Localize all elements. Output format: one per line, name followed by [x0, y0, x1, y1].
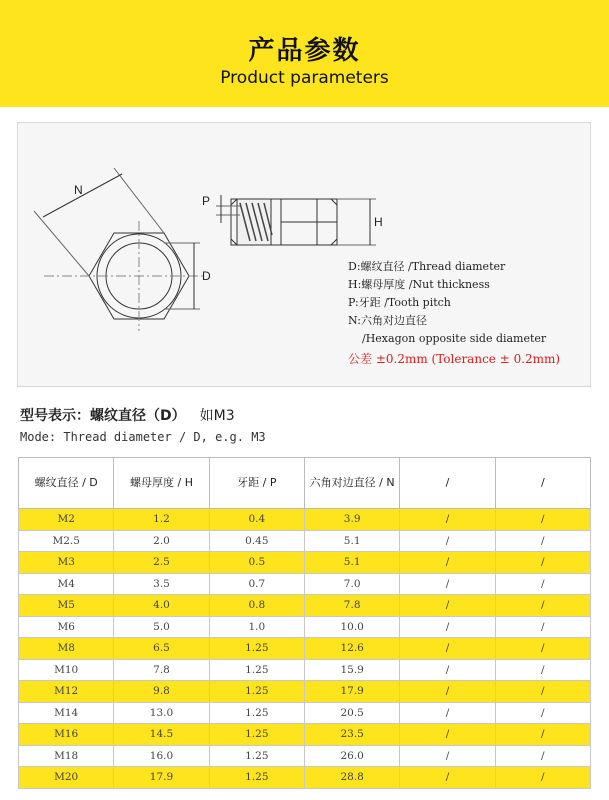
table-cell: / [400, 552, 495, 574]
table-cell: / [400, 745, 495, 767]
table-cell: 13.0 [114, 702, 209, 724]
table-row [19, 530, 591, 552]
model-cn-example: 如M3 [199, 408, 235, 424]
table-row [19, 681, 591, 703]
table-cell: 5.1 [304, 552, 399, 574]
table-row [19, 638, 591, 660]
table-cell: / [400, 530, 495, 552]
table-cell: M16 [19, 724, 114, 746]
table-cell: 23.5 [304, 724, 399, 746]
header-nut-thickness: 螺母厚度 / H [114, 458, 209, 509]
table-cell: / [495, 530, 590, 552]
table-cell: 1.25 [209, 659, 304, 681]
page-subtitle: Product parameters [220, 68, 389, 88]
table-row [19, 616, 591, 638]
h-label: H [374, 215, 383, 229]
table-row [19, 595, 591, 617]
table-cell: / [495, 724, 590, 746]
table-cell: 1.2 [114, 509, 209, 531]
table-cell: M3 [19, 552, 114, 574]
header-empty-2: / [495, 458, 590, 509]
header-empty-1: / [400, 458, 495, 509]
table-cell: 1.25 [209, 745, 304, 767]
table-cell: 12.6 [304, 638, 399, 660]
table-cell: 26.0 [304, 745, 399, 767]
table-cell: 10.0 [304, 616, 399, 638]
table-cell: / [495, 595, 590, 617]
n-label: N [74, 183, 83, 197]
table-row [19, 702, 591, 724]
table-row [19, 724, 591, 746]
table-cell: / [495, 638, 590, 660]
table-cell: 5.0 [114, 616, 209, 638]
table-cell: M8 [19, 638, 114, 660]
table-cell: M18 [19, 745, 114, 767]
table-cell: 4.0 [114, 595, 209, 617]
table-cell: 14.5 [114, 724, 209, 746]
table-cell: / [495, 745, 590, 767]
table-row [19, 573, 591, 595]
table-cell: / [400, 509, 495, 531]
table-cell: 0.4 [209, 509, 304, 531]
table-cell: / [400, 616, 495, 638]
table-cell: 1.25 [209, 767, 304, 789]
table-cell: 6.5 [114, 638, 209, 660]
model-cn-label: 型号表示：螺纹直径（D） [20, 408, 186, 424]
table-cell: 0.8 [209, 595, 304, 617]
diagram-legend [348, 258, 560, 368]
table-cell: 3.5 [114, 573, 209, 595]
table-row [19, 552, 591, 574]
table-cell: 17.9 [114, 767, 209, 789]
table-cell: 28.8 [304, 767, 399, 789]
table-cell: 0.5 [209, 552, 304, 574]
table-cell: / [495, 552, 590, 574]
table-cell: 1.25 [209, 681, 304, 703]
table-cell: 7.8 [114, 659, 209, 681]
table-cell: / [400, 767, 495, 789]
table-cell: M6 [19, 616, 114, 638]
table-cell: M5 [19, 595, 114, 617]
table-cell: / [495, 659, 590, 681]
model-designation-en: Mode: Thread diameter / D, e.g. M3 [20, 430, 266, 444]
table-cell: / [495, 616, 590, 638]
table-cell: M2.5 [19, 530, 114, 552]
table-cell: M12 [19, 681, 114, 703]
table-cell: 0.7 [209, 573, 304, 595]
table-row [19, 509, 591, 531]
p-label: P [202, 194, 211, 208]
table-cell: M2 [19, 509, 114, 531]
table-cell: 17.9 [304, 681, 399, 703]
page-title: 产品参数 [248, 36, 361, 66]
header-tooth-pitch: 牙距 / P [209, 458, 304, 509]
table-cell: / [400, 681, 495, 703]
table-cell: M14 [19, 702, 114, 724]
table-cell: M20 [19, 767, 114, 789]
table-cell: / [400, 724, 495, 746]
table-cell: / [495, 702, 590, 724]
table-cell: 20.5 [304, 702, 399, 724]
header-hexagon-side: 六角对边直径 / N [304, 458, 399, 509]
header-thread-diameter: 螺纹直径 / D [19, 458, 114, 509]
table-cell: 7.8 [304, 595, 399, 617]
table-cell: 15.9 [304, 659, 399, 681]
table-cell: 9.8 [114, 681, 209, 703]
table-cell: 3.9 [304, 509, 399, 531]
table-cell: / [495, 573, 590, 595]
table-cell: M4 [19, 573, 114, 595]
table-cell: 1.25 [209, 724, 304, 746]
table-cell: / [495, 681, 590, 703]
legend-hexagon: N:六角对边直径 [348, 314, 427, 327]
model-designation [20, 405, 235, 425]
d-label: D [202, 269, 211, 283]
table-cell: 1.0 [209, 616, 304, 638]
table-cell: / [400, 638, 495, 660]
table-cell: / [495, 509, 590, 531]
legend-tooth-pitch: P:牙距 /Tooth pitch [348, 296, 451, 309]
legend-thread-diameter: D:螺纹直径 /Thread diameter [348, 260, 506, 273]
table-cell: 1.25 [209, 638, 304, 660]
table-cell: 2.5 [114, 552, 209, 574]
table-cell: 5.1 [304, 530, 399, 552]
table-cell: M10 [19, 659, 114, 681]
table-cell: / [400, 595, 495, 617]
spec-table [18, 457, 591, 789]
legend-hexagon-en: /Hexagon opposite side diameter [362, 332, 547, 345]
table-cell: 0.45 [209, 530, 304, 552]
table-cell: / [400, 573, 495, 595]
table-cell: 16.0 [114, 745, 209, 767]
table-cell: / [400, 702, 495, 724]
legend-nut-thickness: H:螺母厚度 /Nut thickness [348, 278, 490, 291]
header-banner [0, 0, 609, 107]
table-row [19, 659, 591, 681]
table-cell: 2.0 [114, 530, 209, 552]
table-cell: 1.25 [209, 702, 304, 724]
tolerance-note: 公差 ±0.2mm (Tolerance ± 0.2mm) [348, 352, 561, 366]
table-header-row [19, 458, 591, 509]
table-cell: / [400, 659, 495, 681]
table-cell: / [495, 767, 590, 789]
table-row [19, 767, 591, 789]
table-row [19, 745, 591, 767]
table-cell: 7.0 [304, 573, 399, 595]
